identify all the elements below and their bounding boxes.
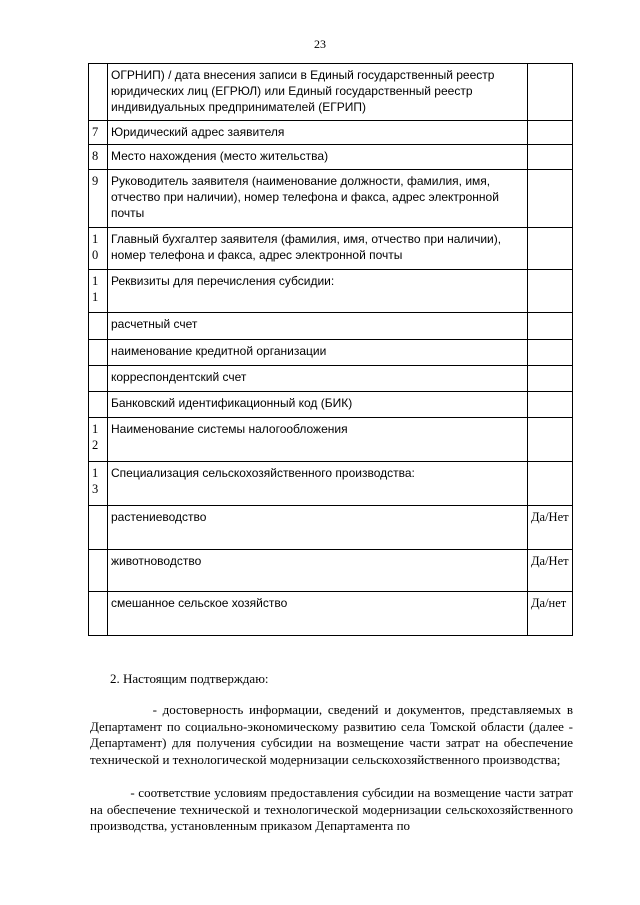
row-label: Руководитель заявителя (наименование должности, фамилия, имя, отчество при наличии), номер телефона и факса, адрес электронной почты	[108, 170, 528, 228]
table-row	[89, 170, 573, 228]
row-value[interactable]	[528, 145, 573, 170]
row-value[interactable]	[528, 392, 573, 418]
row-value[interactable]	[528, 313, 573, 340]
row-number: 11	[89, 270, 108, 313]
table-row	[89, 506, 573, 550]
row-label: Юридический адрес заявителя	[108, 121, 528, 145]
table-row	[89, 64, 573, 121]
confirmation-paragraph	[90, 702, 573, 768]
row-value[interactable]: Да/нет	[528, 592, 573, 636]
row-number	[89, 366, 108, 392]
row-number: 9	[89, 170, 108, 228]
table-row	[89, 228, 573, 270]
paragraph-text: - соответствие условиям предоставления субсидии на возмещение части затрат на обеспечение технической и технологической модернизации сельскохозяйственного производства, установленным приказом Департамента по	[90, 785, 574, 833]
row-number: 13	[89, 462, 108, 506]
table-row	[89, 392, 573, 418]
page-number: 23	[314, 37, 326, 51]
row-label: Реквизиты для перечисления субсидии:	[108, 270, 528, 313]
row-label: Специализация сельскохозяйственного производства:	[108, 462, 528, 506]
row-number	[89, 592, 108, 636]
row-label: наименование кредитной организации	[108, 340, 528, 366]
row-number	[89, 340, 108, 366]
table-row	[89, 592, 573, 636]
table-row	[89, 313, 573, 340]
row-label: Банковский идентификационный код (БИК)	[108, 392, 528, 418]
table-row	[89, 366, 573, 392]
row-value[interactable]	[528, 170, 573, 228]
table-row	[89, 418, 573, 462]
table-row	[89, 121, 573, 145]
row-value[interactable]: Да/Нет	[528, 550, 573, 592]
row-number	[89, 392, 108, 418]
row-value[interactable]	[528, 121, 573, 145]
row-number: 7	[89, 121, 108, 145]
row-number	[89, 506, 108, 550]
row-value[interactable]	[528, 418, 573, 462]
row-label: ОГРНИП) / дата внесения записи в Единый государственный реестр юридических лиц (ЕГРЮЛ) или Единый государственный реестр индивидуальных предпринимателей (ЕГРИП)	[108, 64, 528, 121]
table-row	[89, 270, 573, 313]
row-number: 8	[89, 145, 108, 170]
row-label: Главный бухгалтер заявителя (фамилия, имя, отчество при наличии), номер телефона и факса, адрес электронной почты	[108, 228, 528, 270]
row-number: 10	[89, 228, 108, 270]
table-row	[89, 550, 573, 592]
row-value[interactable]	[528, 462, 573, 506]
row-value[interactable]: Да/Нет	[528, 506, 573, 550]
confirmation-paragraph	[90, 785, 573, 835]
table-row	[89, 340, 573, 366]
row-value[interactable]	[528, 64, 573, 121]
row-label: растениеводство	[108, 506, 528, 550]
row-label: Место нахождения (место жительства)	[108, 145, 528, 170]
row-label: Наименование системы налогообложения	[108, 418, 528, 462]
paragraph-text: - достоверность информации, сведений и документов, представляемых в Департамент по социально-экономическому развитию села Томской области (далее - Департамент) для получения субсидии на возмещение части затрат на обеспечение технической и технологической модернизации сельскохозяйственного производства;	[90, 702, 573, 767]
table-row	[89, 462, 573, 506]
row-value[interactable]	[528, 228, 573, 270]
row-number	[89, 550, 108, 592]
row-number	[89, 64, 108, 121]
row-label: расчетный счет	[108, 313, 528, 340]
section-2-heading: 2. Настоящим подтверждаю:	[110, 671, 269, 686]
application-form-table	[88, 63, 573, 636]
row-label: корреспондентский счет	[108, 366, 528, 392]
row-label: смешанное сельское хозяйство	[108, 592, 528, 636]
table-row	[89, 145, 573, 170]
row-value[interactable]	[528, 270, 573, 313]
row-label: животноводство	[108, 550, 528, 592]
row-number	[89, 313, 108, 340]
row-value[interactable]	[528, 366, 573, 392]
row-value[interactable]	[528, 340, 573, 366]
row-number: 12	[89, 418, 108, 462]
